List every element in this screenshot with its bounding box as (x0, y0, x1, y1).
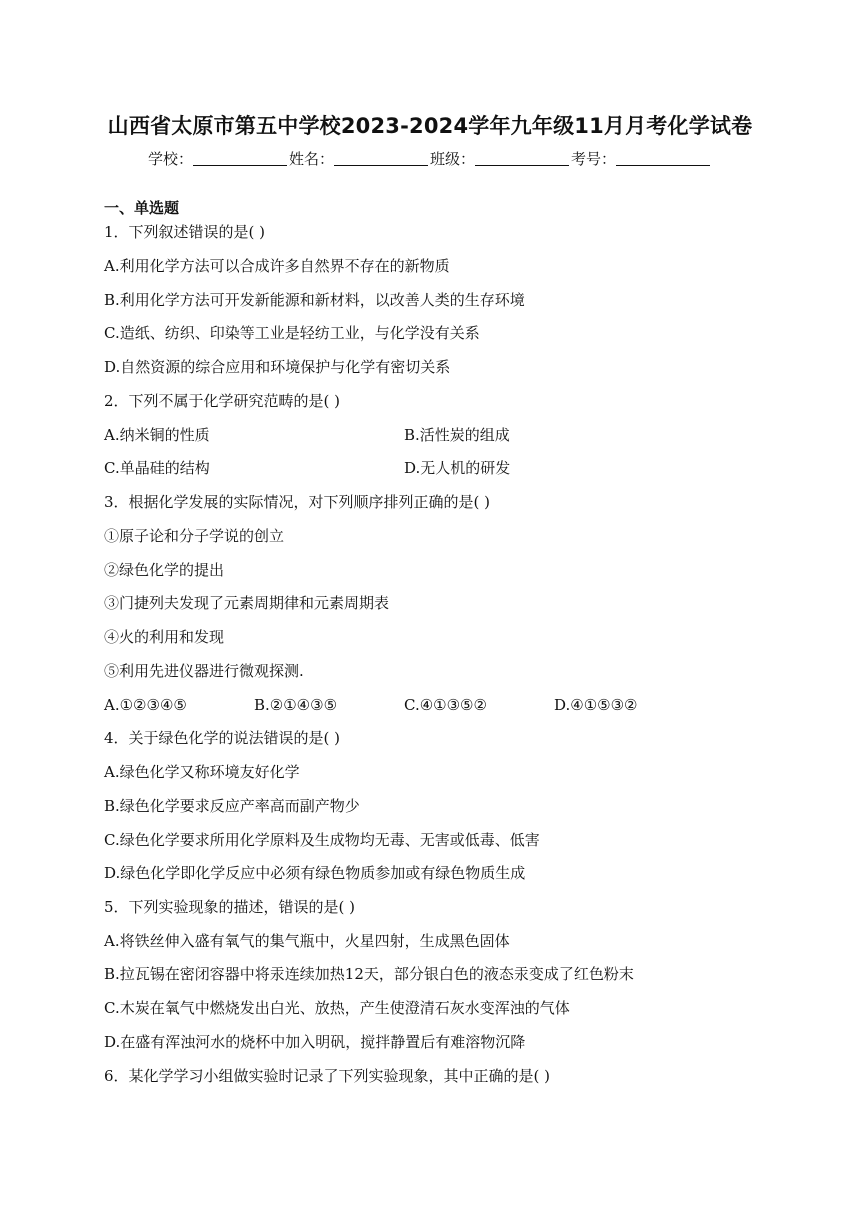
q3-item-3: ③门捷列夫发现了元素周期律和元素周期表 (104, 594, 390, 612)
q2-stem: 2．下列不属于化学研究范畴的是( ) (104, 392, 341, 410)
q5-stem: 5．下列实验现象的描述，错误的是( ) (104, 898, 356, 916)
q3-item-5: ⑤利用先进仪器进行微观探测. (104, 662, 304, 680)
q3-option-d: D.④①⑤③② (554, 696, 638, 714)
q4-option-c: C.绿色化学要求所用化学原料及生成物均无毒、无害或低毒、低害 (104, 831, 540, 849)
q3-item-2: ②绿色化学的提出 (104, 561, 225, 579)
q4-stem: 4．关于绿色化学的说法错误的是( ) (104, 729, 341, 747)
q1-option-b: B.利用化学方法可开发新能源和新材料，以改善人类的生存环境 (104, 291, 525, 309)
q2-option-d: D.无人机的研发 (404, 459, 511, 477)
q5-option-c: C.木炭在氧气中燃烧发出白光、放热，产生使澄清石灰水变浑浊的气体 (104, 999, 570, 1017)
q2-option-a: A.纳米铜的性质 (104, 426, 210, 444)
q2-option-b: B.活性炭的组成 (404, 426, 510, 444)
q3-option-c: C.④①③⑤② (404, 696, 487, 714)
q1-stem: 1．下列叙述错误的是( ) (104, 223, 266, 241)
name-label: 姓名： (288, 150, 334, 168)
section-heading: 一、单选题 (104, 199, 180, 217)
q3-item-4: ④火的利用和发现 (104, 628, 225, 646)
student-info-row (0, 148, 860, 169)
q1-option-a: A.利用化学方法可以合成许多自然界不存在的新物质 (104, 257, 450, 275)
q2-option-c: C.单晶硅的结构 (104, 459, 210, 477)
q5-option-b: B.拉瓦锡在密闭容器中将汞连续加热12天，部分银白色的液态汞变成了红色粉末 (104, 965, 634, 983)
q4-option-a: A.绿色化学又称环境友好化学 (104, 763, 300, 781)
q4-option-d: D.绿色化学即化学反应中必须有绿色物质参加或有绿色物质生成 (104, 864, 526, 882)
exam-no-label: 考号： (571, 150, 617, 168)
school-blank (193, 151, 287, 166)
q5-option-d: D.在盛有浑浊河水的烧杯中加入明矾，搅拌静置后有难溶物沉降 (104, 1033, 526, 1051)
class-blank (475, 151, 569, 166)
school-label: 学校： (147, 150, 193, 168)
q1-option-c: C.造纸、纺织、印染等工业是轻纺工业，与化学没有关系 (104, 324, 480, 342)
q6-stem: 6．某化学学习小组做实验时记录了下列实验现象，其中正确的是( ) (104, 1067, 551, 1085)
q3-item-1: ①原子论和分子学说的创立 (104, 527, 285, 545)
q4-option-b: B.绿色化学要求反应产率高而副产物少 (104, 797, 360, 815)
exam-no-blank (616, 151, 710, 166)
q3-option-a: A.①②③④⑤ (104, 696, 187, 714)
q1-option-d: D.自然资源的综合应用和环境保护与化学有密切关系 (104, 358, 451, 376)
q3-option-b: B.②①④③⑤ (254, 696, 338, 714)
class-label: 班级： (430, 150, 476, 168)
q3-stem: 3．根据化学发展的实际情况，对下列顺序排列正确的是( ) (104, 493, 491, 511)
name-blank (334, 151, 428, 166)
q5-option-a: A.将铁丝伸入盛有氧气的集气瓶中，火星四射，生成黑色固体 (104, 932, 510, 950)
page-title: 山西省太原市第五中学校2023-2024学年九年级11月月考化学试卷 (107, 114, 753, 138)
